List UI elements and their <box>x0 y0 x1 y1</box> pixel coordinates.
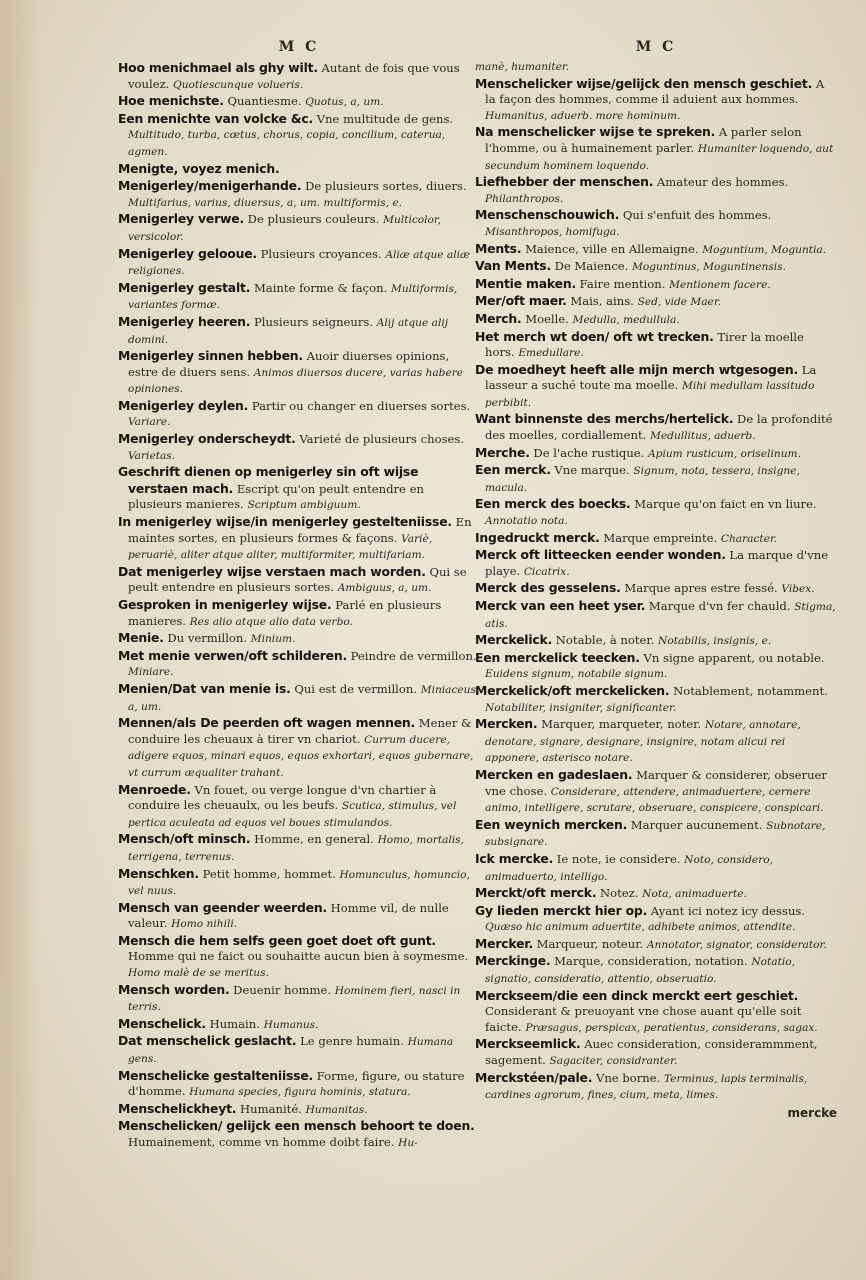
dictionary-entry <box>475 851 837 885</box>
dictionary-entry <box>475 124 837 174</box>
entry-headword: Mer/oft maer. <box>475 293 567 309</box>
dictionary-entry <box>475 817 837 851</box>
dictionary-entry <box>118 982 480 1016</box>
dictionary-entry <box>475 767 837 817</box>
entry-french: Autant de fois que vous voulez. <box>128 61 460 91</box>
entry-latin: Miniaceus, a, um. <box>128 683 480 713</box>
entry-french: De l'ache rustique. <box>533 445 645 460</box>
entry-headword: Menschelicken/ gelijck een mensch behoort te doen. <box>118 1118 475 1134</box>
entry-french: Petit homme, hommet. <box>202 866 336 881</box>
dictionary-entry <box>118 1016 480 1034</box>
entry-french: Mener & conduire les cheuaux à tirer vn chariot. <box>128 716 472 746</box>
entry-latin: Animos diuersos ducere, varias habere opiniones. <box>128 366 464 396</box>
entry-headword: Menroede. <box>118 781 191 797</box>
entry-latin: Multiformis, variantes formæ. <box>128 282 458 312</box>
entry-headword: Het merch wt doen/ oft wt trecken. <box>475 328 714 344</box>
entry-latin: Currum ducere, adigere equos, minari equos, equos exhortari, equos gubernare, vt currum æqualiter trahant. <box>128 733 474 779</box>
dictionary-entry <box>118 1033 480 1067</box>
entry-latin: Cicatrix. <box>523 565 570 578</box>
left-running-head: M C <box>278 40 320 55</box>
dictionary-entry <box>475 683 837 716</box>
entry-french: Du vermillon. <box>167 631 248 646</box>
entry-headword: Dat menigerley wijse verstaen mach worden. <box>118 563 426 579</box>
entry-headword: Hoo menichmael als ghy wilt. <box>118 60 318 75</box>
entry-headword: Ingedruckt merck. <box>475 529 600 545</box>
dictionary-entry <box>118 431 480 464</box>
entry-headword: Mentie maken. <box>475 275 576 291</box>
entry-latin: Minium. <box>250 633 296 646</box>
entry-french: Auec consideration, considerammment, sagement. <box>485 1037 818 1068</box>
entry-headword: Mercken. <box>475 716 538 732</box>
entry-latin: Humanus. <box>263 1018 319 1031</box>
dictionary-entry <box>475 547 837 580</box>
entry-headword: Menschelicke gestalteniisse. <box>118 1067 314 1083</box>
entry-latin: Homunculus, homuncio, vel nuus. <box>128 868 470 898</box>
entry-headword: Menschelicker wijse/gelijck den mensch geschiet. <box>475 75 813 91</box>
entry-french: Faire mention. <box>579 276 666 291</box>
entry-french: Qui est de vermillon. <box>294 681 418 696</box>
entry-french: Partir ou changer en diuerses sortes. <box>251 398 471 413</box>
dictionary-entry <box>475 329 837 362</box>
entry-headword: Een merckelick teecken. <box>475 649 640 665</box>
dictionary-entry <box>118 111 480 161</box>
entry-french: Vn fouet, ou verge longue d'vn chartier à conduire les cheuaulx, ou les beufs. <box>128 782 437 813</box>
dictionary-entry <box>118 161 480 179</box>
dictionary-entry <box>118 178 480 211</box>
entry-french: A la façon des hommes, comme il aduient aux hommes. <box>485 76 825 107</box>
entry-french: Homme qui ne faict ou souhaitte aucun bien à soymesme. <box>128 949 469 964</box>
entry-french: Quantiesme. <box>227 94 302 109</box>
dictionary-entry <box>118 1118 480 1151</box>
dictionary-entry <box>118 60 480 93</box>
entry-latin: Notabiliter, insigniter, significanter. <box>485 701 677 714</box>
entry-latin: Annotator, signator, considerator. <box>646 938 827 951</box>
entry-headword: Een weynich mercken. <box>475 816 628 832</box>
entry-french: Marque d'vn fer chauld. <box>648 599 791 613</box>
entry-french: En maintes sortes, en plusieurs formes & façons. <box>128 515 472 545</box>
entry-headword: Gesproken in menigerley wijse. <box>118 597 332 612</box>
entry-headword: Merck oft litteecken eender wonden. <box>475 547 726 563</box>
entry-french: Marqueur, noteur. <box>536 936 644 951</box>
entry-french: Peindre de vermillon. <box>350 648 477 663</box>
entry-french: Auoir diuerses opinions, estre de diuers sens. <box>128 349 450 379</box>
entry-latin: Quotiescunque volueris. <box>173 78 304 91</box>
entry-french: Amateur des hommes. <box>656 175 789 190</box>
entry-headword: Mercker. <box>475 935 533 951</box>
entry-latin: Humanitas. <box>305 1103 368 1116</box>
entry-latin: Annotatio nota. <box>485 515 568 528</box>
entry-headword: Mennen/als De peerden oft wagen mennen. <box>118 715 416 731</box>
entry-french: A parler selon l'homme, ou à humainement parler. <box>485 125 802 155</box>
entry-latin: Sagaciter, considranter. <box>549 1055 678 1068</box>
dictionary-entry <box>118 900 480 933</box>
entry-headword: Want binnenste des merchs/hertelick. <box>475 411 734 427</box>
entry-headword: Mensch/oft minsch. <box>118 831 251 847</box>
right-lead-line: manè, humaniter. <box>475 61 570 73</box>
entry-headword: Merckelick. <box>475 632 553 648</box>
entry-latin: Quæso hic animum aduertite, adhibete animos, attendite. <box>485 921 796 934</box>
dictionary-entry <box>475 462 837 496</box>
entry-latin: Variare. <box>128 416 171 429</box>
entry-french: Ie note, ie considere. <box>556 851 681 866</box>
entry-headword: Mercken en gadeslaen. <box>475 766 633 782</box>
entry-french: Marquer, marqueter, noter. <box>541 717 702 732</box>
entry-latin: Sed, vide Maer. <box>637 296 722 309</box>
entry-latin: Moguntinus, Moguntinensis. <box>632 261 787 274</box>
entry-latin: Ambiguus, a, um. <box>337 582 432 595</box>
entry-latin: Character. <box>720 532 778 545</box>
right-running-head: M C <box>635 40 677 55</box>
entry-french: Humain. <box>209 1016 260 1031</box>
entry-latin: Homo nihili. <box>171 918 238 931</box>
entry-french: Vn signe apparent, ou notable. <box>643 650 825 665</box>
entry-headword: De moedheyt heeft alle mijn merch wtgesogen. <box>475 361 799 377</box>
dictionary-entry <box>475 1036 837 1069</box>
entry-latin: Res alio atque alio data verbo. <box>189 615 353 628</box>
entry-french: Deuenir homme. <box>233 982 332 997</box>
entry-latin: Medulla, medullula. <box>572 313 680 326</box>
entry-latin: Signum, nota, tessera, insigne, macula. <box>485 465 800 494</box>
entry-french: Marque, consideration, notation. <box>554 954 748 969</box>
entry-latin: Quotus, a, um. <box>305 96 384 109</box>
entry-latin: Notare, annotare, denotare, signare, designare, insignire, notam alicui rei apponere, asterisco notare. <box>485 719 801 765</box>
dictionary-entry <box>475 362 837 412</box>
entry-headword: Menien/Dat van menie is. <box>118 680 291 696</box>
entry-french: Ayant ici notez icy dessus. <box>650 903 806 918</box>
entry-latin: Multicolor, versicolor. <box>128 214 442 243</box>
left-column <box>118 40 480 1152</box>
dictionary-entry <box>475 988 837 1037</box>
page-gutter-shadow <box>0 0 40 1280</box>
entry-french: Marque qu'on faict en vn liure. <box>634 497 817 512</box>
entry-headword: Met menie verwen/oft schilderen. <box>118 647 347 663</box>
dictionary-entry <box>475 496 837 529</box>
entry-headword: In menigerley wijse/in menigerley gestelteniisse. <box>118 514 452 530</box>
entry-french: Notez. <box>600 886 639 901</box>
entry-headword: Merche. <box>475 444 530 460</box>
dictionary-entry <box>118 514 480 564</box>
entry-headword: Menigerley gelooue. <box>118 245 257 261</box>
entry-latin: Nota, animaduerte. <box>642 888 747 901</box>
dictionary-entry <box>475 598 837 632</box>
entry-latin: Scriptum ambiguum. <box>247 499 361 512</box>
entry-headword: Menschenschouwich. <box>475 207 620 223</box>
entry-french: Humainement, comme vn homme doibt faire. <box>128 1135 395 1149</box>
entry-french: Mainte forme & façon. <box>253 280 388 295</box>
entry-french: Vne multitude de gens. <box>316 111 454 126</box>
entry-latin: Multifarius, varius, diuersus, a, um. multiformis, e. <box>128 196 403 209</box>
entry-latin: Humana gens. <box>128 1036 454 1066</box>
dictionary-entry <box>475 445 837 463</box>
entry-french: Plusieurs seigneurs. <box>254 314 374 329</box>
entry-french: Tirer la moelle hors. <box>485 329 804 360</box>
dictionary-entry <box>118 1101 480 1119</box>
entry-latin: Humaniter loquendo, aut secundum hominem loquendo. <box>485 142 834 172</box>
entry-latin: Humana species, figura hominis, statura. <box>189 1086 411 1099</box>
entry-french: Forme, figure, ou stature d'homme. <box>128 1068 465 1099</box>
entry-latin: Stigma, atis. <box>485 601 836 630</box>
entry-latin: Hu- <box>398 1137 418 1149</box>
entry-headword: Menigerley/menigerhande. <box>118 178 302 194</box>
entry-headword: Menigerley sinnen hebben. <box>118 348 303 364</box>
entry-french: Escript qu'on peult entendre en plusieurs manieres. <box>128 481 424 512</box>
dictionary-entry <box>118 464 480 514</box>
dictionary-entry <box>475 174 837 207</box>
dictionary-entry <box>118 348 480 398</box>
entry-latin: Philanthropos. <box>485 192 564 205</box>
entry-latin: Variè, peruariè, aliter atque aliter, multiformiter, multifariam. <box>128 532 433 562</box>
entry-latin: Multitudo, turba, cœtus, chorus, copia, concilium, caterua, agmen. <box>128 129 446 158</box>
dictionary-entry <box>118 93 480 111</box>
entry-french: Varieté de plusieurs choses. <box>299 432 465 447</box>
entry-french: La lasseur a suché toute ma moelle. <box>485 362 817 393</box>
entry-headword: Dat menschelick geslacht. <box>118 1033 297 1049</box>
entry-french: Humanité. <box>240 1101 302 1116</box>
catchword: mercke <box>787 1105 837 1120</box>
entry-headword: Menschelick. <box>118 1015 206 1031</box>
dictionary-entry <box>475 241 837 259</box>
right-entries-list <box>475 76 837 1104</box>
dictionary-entry <box>475 1070 837 1104</box>
dictionary-entry <box>118 648 480 681</box>
entry-headword: Hoe menichste. <box>118 93 224 109</box>
entry-latin: Vibex. <box>781 583 815 596</box>
dictionary-entry <box>118 630 480 648</box>
entry-headword: Ick mercke. <box>475 850 554 866</box>
dictionary-entry <box>118 564 480 597</box>
entry-headword: Menschken. <box>118 865 199 881</box>
entry-headword: Menigerley gestalt. <box>118 279 251 295</box>
entry-french: Marquer aucunement. <box>630 817 763 832</box>
entry-latin: Homo, mortalis, terrigena, terrenus. <box>128 834 464 863</box>
entry-latin: Varietas. <box>128 449 176 462</box>
entry-latin: Misanthropos, homifuga. <box>485 225 620 238</box>
entry-headword: Merckinge. <box>475 953 551 969</box>
entry-headword: Menigerley heeren. <box>118 313 251 329</box>
dictionary-entry <box>118 597 480 630</box>
right-column <box>475 40 837 1121</box>
entry-french: Vne borne. <box>595 1070 661 1085</box>
entry-headword: Een merck. <box>475 462 551 478</box>
entry-headword: Een merck des boecks. <box>475 496 631 512</box>
entry-latin: Notatio, signatio, consideratio, attentio, obseruatio. <box>485 956 795 986</box>
entry-headword: Menigerley onderscheydt. <box>118 431 296 447</box>
entry-latin: Euidens signum, notabile signum. <box>485 668 668 681</box>
entry-headword: Mensch worden. <box>118 981 230 997</box>
dictionary-entry <box>118 398 480 431</box>
dictionary-entry <box>475 580 837 598</box>
dictionary-entry <box>475 903 837 936</box>
entry-latin: Humanitus, aduerb. more hominum. <box>485 109 681 122</box>
entry-latin: Medullitus, aduerb. <box>650 430 756 443</box>
entry-french: Parlé en plusieurs manieres. <box>128 598 442 628</box>
entry-headword: Menie. <box>118 630 164 646</box>
entry-french: La marque d'vne playe. <box>485 548 829 578</box>
dictionary-entry <box>118 280 480 314</box>
entry-french: Maience, ville en Allemaigne. <box>525 241 699 256</box>
entry-latin: Terminus, lapis terminalis, cardines agrorum, fines, cium, meta, limes. <box>485 1072 808 1102</box>
entry-latin: Emedullare. <box>518 347 584 360</box>
dictionary-entry <box>118 933 480 982</box>
entry-headword: Een menichte van volcke &c. <box>118 110 314 126</box>
entry-french: De plusieurs couleurs. <box>247 212 380 227</box>
dictionary-entry <box>118 1068 480 1101</box>
entry-latin: Notabilis, insignis, e. <box>658 635 772 648</box>
dictionary-entry <box>475 650 837 683</box>
dictionary-entry <box>118 782 480 832</box>
entry-french: Marquer & considerer, obseruer vne chose. <box>485 767 827 798</box>
dictionary-entry <box>118 314 480 348</box>
entry-headword: Merch. <box>475 310 522 326</box>
entry-headword: Liefhebber der menschen. <box>475 174 654 190</box>
entry-latin: Moguntium, Moguntia. <box>702 243 827 256</box>
dictionary-entry <box>475 76 837 125</box>
entry-latin: Aliæ atque aliæ religiones. <box>128 248 470 278</box>
left-entries-list <box>118 60 480 1152</box>
dictionary-entry <box>475 953 837 987</box>
dictionary-entry <box>475 716 837 767</box>
entry-french: Considerant & preuoyant vne chose auant qu'elle soit faicte. <box>485 1004 802 1034</box>
entry-french: Homme, en general. <box>254 832 374 847</box>
entry-headword: Van Ments. <box>475 258 551 274</box>
entry-french: Qui se peult entendre en plusieurs sortes. <box>128 564 467 595</box>
entry-latin: Alij atque alij domini. <box>128 316 449 346</box>
entry-french: De la profondité des moelles, cordiallement. <box>485 412 833 443</box>
entry-french: Le genre humain. <box>300 1034 404 1049</box>
entry-french: Qui s'enfuit des hommes. <box>622 208 772 223</box>
dictionary-entry <box>118 715 480 781</box>
entry-headword: Geschrift dienen op menigerley sin oft wijse verstaen mach. <box>118 464 419 496</box>
entry-latin: Subnotare, subsignare. <box>485 819 826 849</box>
entry-french: Notable, à noter. <box>555 633 655 648</box>
entry-french: Vne marque. <box>554 463 630 478</box>
entry-french: Mais, ains. <box>570 294 634 309</box>
entry-french: Homme vil, de nulle valeur. <box>128 900 449 931</box>
dictionary-entry <box>118 211 480 245</box>
entry-headword: Mensch van geender weerden. <box>118 899 327 915</box>
entry-headword: Merckseemlick. <box>475 1036 581 1052</box>
entry-headword: Merckseem/die een dinck merckt eert geschiet. <box>475 987 799 1003</box>
entry-headword: Na menschelicker wijse te spreken. <box>475 124 716 140</box>
entry-french: De plusieurs sortes, diuers. <box>305 179 467 194</box>
entry-headword: Merckelick/oft merckelicken. <box>475 682 670 698</box>
entry-latin: Apium rusticum, oriselinum. <box>648 447 801 460</box>
entry-headword: Menschelickheyt. <box>118 1100 237 1116</box>
entry-french: Marque apres estre fessé. <box>624 581 778 596</box>
dictionary-entry <box>118 831 480 865</box>
dictionary-entry <box>118 866 480 900</box>
entry-latin: Considerare, attendere, animaduertere, cernere animo, intelligere, scrutare, obseruare, conspicere, conspicari. <box>485 785 824 815</box>
entry-headword: Gy lieden merckt hier op. <box>475 902 648 918</box>
dictionary-entry <box>475 258 837 276</box>
entry-french: Marque empreinte. <box>603 530 718 545</box>
entry-latin: Mihi medullam lassitudo perbibit. <box>485 380 815 409</box>
entry-headword: Merckstéen/pale. <box>475 1069 593 1085</box>
entry-headword: Merck des gesselens. <box>475 580 621 596</box>
dictionary-entry <box>475 276 837 294</box>
dictionary-entry <box>118 681 480 715</box>
dictionary-entry <box>475 632 837 650</box>
dictionary-entry <box>475 311 837 329</box>
entry-latin: Præsagus, perspicax, peratientus, considerans, sagax. <box>525 1021 818 1034</box>
entry-headword: Menigerley deylen. <box>118 397 249 413</box>
dictionary-entry <box>475 530 837 548</box>
entry-latin: Scutica, stimulus, vel pertica aculeata ad equos vel boues stimulandos. <box>128 800 457 829</box>
dictionary-entry <box>475 885 837 903</box>
entry-latin: Miniare. <box>128 666 174 679</box>
entry-headword: Menigte, voyez menich. <box>118 160 280 176</box>
entry-headword: Menigerley verwe. <box>118 211 244 227</box>
dictionary-entry <box>475 411 837 444</box>
entry-latin: Homo malè de se meritus. <box>128 967 269 980</box>
entry-latin: Noto, considero, animaduerto, intelligo. <box>485 853 774 883</box>
entry-french: Moelle. <box>525 311 569 326</box>
entry-latin: Mentionem facere. <box>669 278 771 291</box>
dictionary-entry <box>118 246 480 280</box>
dictionary-entry <box>475 936 837 954</box>
dictionary-entry <box>475 207 837 240</box>
entry-french: De Maience. <box>554 259 629 274</box>
entry-french: Notablement, notamment. <box>673 683 828 698</box>
dictionary-entry <box>475 293 837 311</box>
entry-french: Plusieurs croyances. <box>260 246 382 261</box>
entry-headword: Merck van een heet yser. <box>475 598 646 613</box>
entry-headword: Mensch die hem selfs geen goet doet oft gunt. <box>118 932 436 948</box>
entry-latin: Hominem fieri, nasci in terris. <box>128 984 461 1014</box>
entry-headword: Merckt/oft merck. <box>475 885 597 901</box>
entry-headword: Ments. <box>475 240 522 256</box>
